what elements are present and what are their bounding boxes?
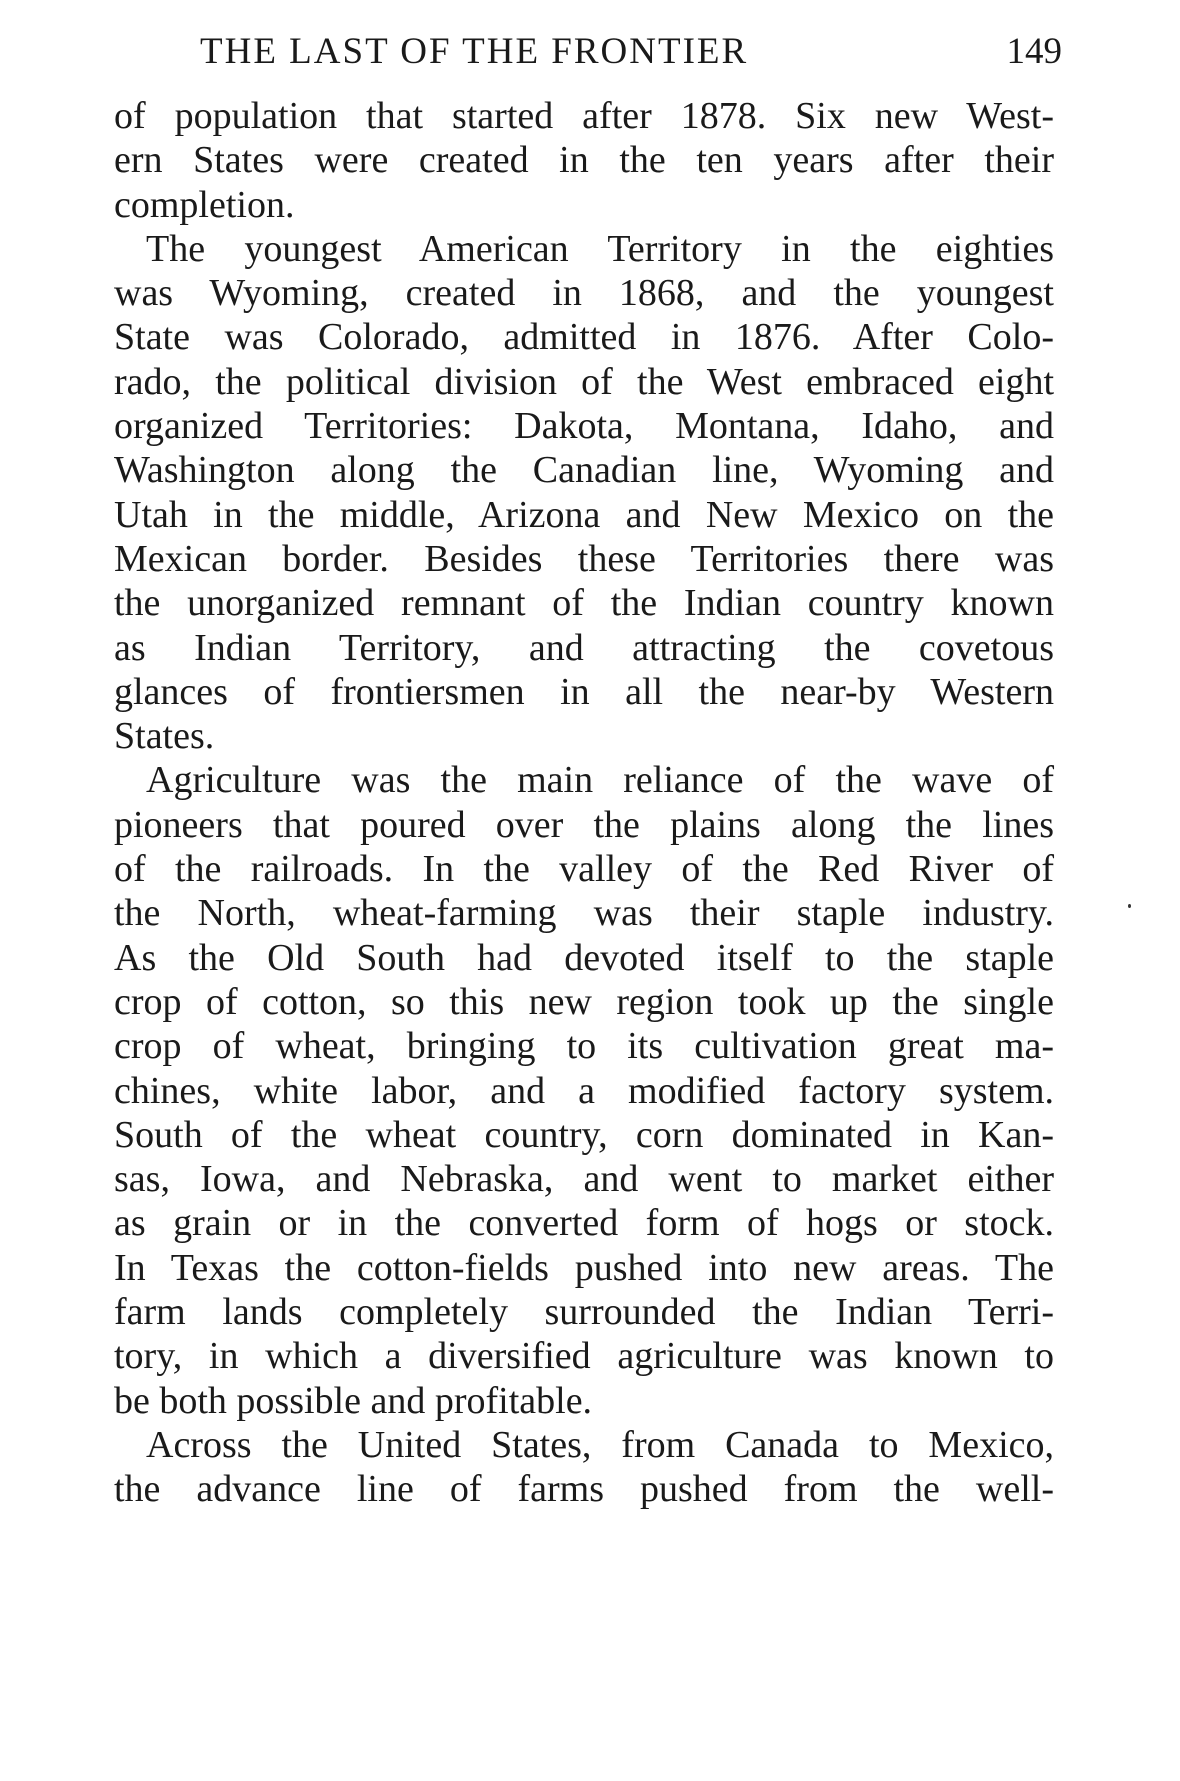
text-line: glances of frontiersmen in all the near-by Western <box>114 670 1054 713</box>
text-line: of the railroads. In the valley of the Red River of <box>114 848 1054 891</box>
paragraph-4 <box>114 1423 1054 1512</box>
text-line: crop of cotton, so this new region took up the single <box>114 980 1054 1023</box>
text-line: The youngest American Territory in the eighties <box>146 227 1054 270</box>
text-line: be both possible and profitable. <box>114 1379 593 1422</box>
text-line: of population that started after 1878. Six new West- <box>114 95 1054 137</box>
text-line: the North, wheat-farming was their staple industry. <box>114 892 1054 935</box>
paragraph-3 <box>114 758 1054 1422</box>
text-line: crop of wheat, bringing to its cultivation great ma- <box>114 1025 1054 1068</box>
text-line: the advance line of farms pushed from the well- <box>114 1468 1054 1511</box>
paragraph-2 <box>114 227 1054 759</box>
running-head <box>200 30 1062 80</box>
body-text <box>114 94 1054 1512</box>
scan-speck <box>1128 904 1131 908</box>
text-line: was Wyoming, created in 1868, and the youngest <box>114 272 1054 315</box>
text-line: States. <box>114 715 215 758</box>
text-line: as Indian Territory, and attracting the covetous <box>114 626 1054 669</box>
text-line: farm lands completely surrounded the Indian Terri- <box>114 1291 1054 1334</box>
text-line: organized Territories: Dakota, Montana, Idaho, and <box>114 405 1054 448</box>
text-line: chines, white labor, and a modified factory system. <box>114 1069 1054 1112</box>
text-line: completion. <box>114 183 295 226</box>
page-number: 149 <box>1006 31 1062 72</box>
text-line: ern States were created in the ten years after their <box>114 139 1054 182</box>
text-line: State was Colorado, admitted in 1876. After Colo- <box>114 316 1054 359</box>
text-line: Agriculture was the main reliance of the wave of <box>146 759 1054 802</box>
text-line: Across the United States, from Canada to Mexico, <box>146 1423 1054 1466</box>
running-title: THE LAST OF THE FRONTIER <box>200 31 749 72</box>
paragraph-1 <box>114 94 1054 227</box>
text-line: In Texas the cotton-fields pushed into new areas. The <box>114 1246 1054 1289</box>
text-line: Utah in the middle, Arizona and New Mexico on the <box>114 493 1054 536</box>
text-line: sas, Iowa, and Nebraska, and went to market either <box>114 1158 1054 1201</box>
text-line: tory, in which a diversified agriculture was known to <box>114 1335 1054 1378</box>
text-line: rado, the political division of the West embraced eight <box>114 360 1054 403</box>
text-line: the unorganized remnant of the Indian country known <box>114 582 1054 625</box>
text-line: Mexican border. Besides these Territories there was <box>114 537 1054 580</box>
text-line: as grain or in the converted form of hogs or stock. <box>114 1202 1054 1245</box>
text-line: pioneers that poured over the plains along the lines <box>114 803 1054 846</box>
text-line: Washington along the Canadian line, Wyoming and <box>114 449 1054 492</box>
text-line: As the Old South had devoted itself to the staple <box>114 936 1054 979</box>
text-line: South of the wheat country, corn dominated in Kan- <box>114 1113 1054 1156</box>
